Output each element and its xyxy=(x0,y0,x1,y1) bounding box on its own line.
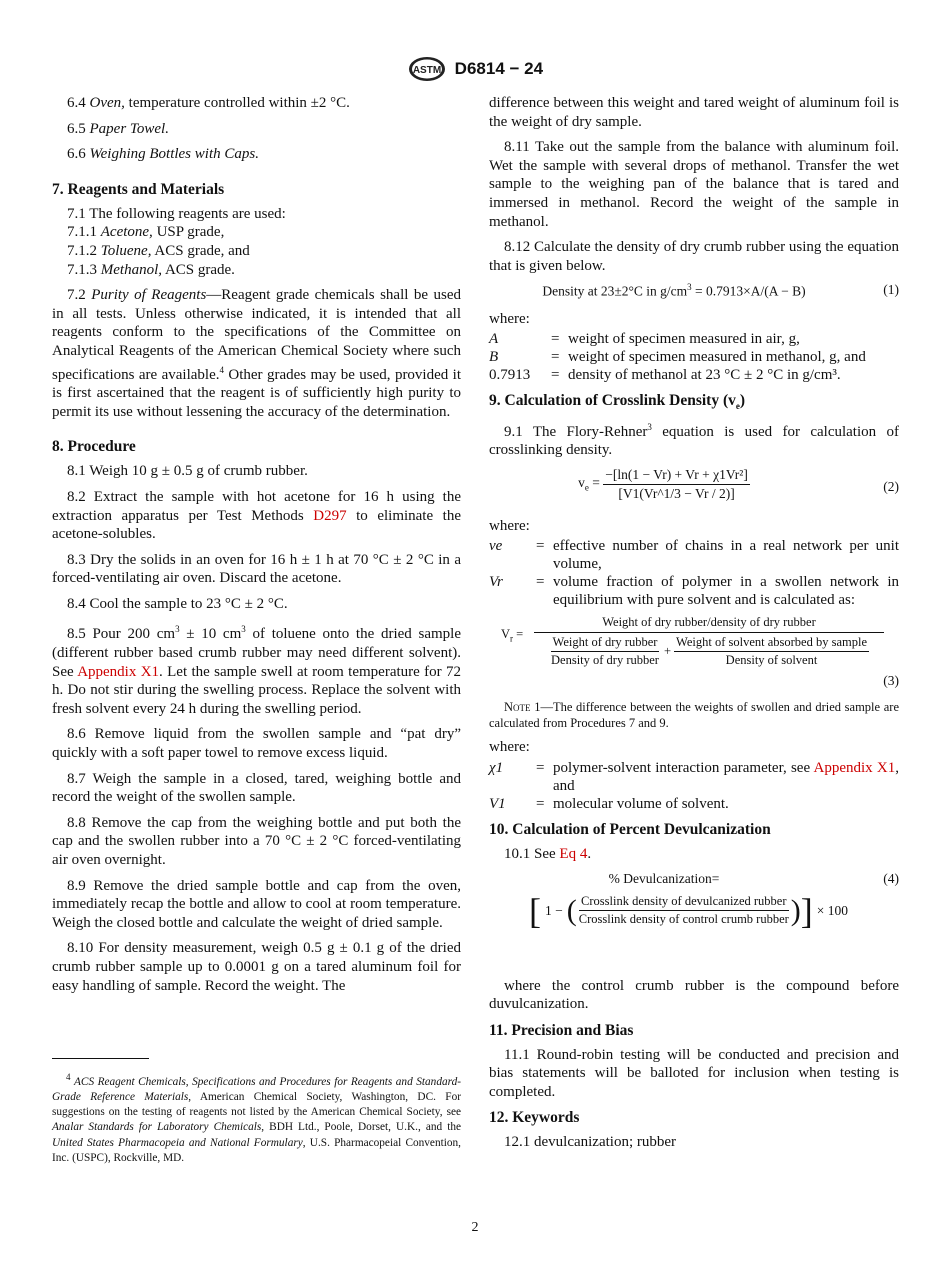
link-appendix-x1[interactable]: Appendix X1 xyxy=(77,663,160,680)
footnote-4: $^4$ ACS Reagent Chemicals, Specifications and Procedures for Reagents and Standard-Grade Reference Materials, American Chemical Society, Washington, DC. For suggestions on the testing of reagents not listed by the American Chemical Society, see Analar Standards for Laboratory Chemicals, BDH Ltd., Poole, Dorset, U.K., and the United States Pharmacopeia and National Formulary, U.S. Pharmacopeial Convention, Inc. (USPC), Rockville, MD. xyxy=(52,1072,461,1164)
definition-row: A = weight of specimen measured in air, g, xyxy=(489,331,800,348)
definition-row: Vr = volume fraction of polymer in a swollen network in equilibrium with pure solvent and is calculated as: xyxy=(489,574,899,609)
where-label-3: where: xyxy=(489,739,530,756)
footnote-divider xyxy=(52,1058,149,1059)
page-number: 2 xyxy=(471,1220,479,1235)
definition-row: V1 = molecular volume of solvent. xyxy=(489,795,729,812)
definitions-3 xyxy=(489,759,899,813)
para-7-1-1: 7.1.1 Acetone, USP grade, xyxy=(67,224,225,241)
para-6-5: 6.5 Paper Towel. xyxy=(67,120,169,137)
para-8-11: 8.11 Take out the sample from the balance with aluminum foil. Wet the sample with several drops of methanol. Transfer the wet sample to the weighing pan of the balance that is tared and immersed in methanol. Record the weight of the sample in methanol. xyxy=(489,139,899,230)
definitions-2 xyxy=(489,537,899,609)
equation-3-number: (3) xyxy=(883,673,899,689)
equation-2: $v_e$ = $\frac{\text{−[ln(1 − Vr) + Vr + χ1Vr²]}}{[V1(Vr\^{}1/3 - Vr / 2)]}$ (2) xyxy=(578,466,899,501)
left-column xyxy=(52,94,461,1002)
link-eq-4[interactable]: Eq 4 xyxy=(559,845,588,862)
para-7-1-3: 7.1.3 Methanol, ACS grade. xyxy=(67,261,235,278)
note-1: Note 1—The difference between the weights of swollen and dried sample are calculated from Procedures 7 and 9. xyxy=(489,700,900,731)
para-8-1: 8.1 Weigh 10 g ± 0.5 g of crumb rubber. xyxy=(67,463,308,480)
equation-4-label: % Devulcanization= xyxy=(608,870,720,886)
section-12-heading: 12. Keywords xyxy=(489,1109,580,1127)
para-9-1: 9.1 The Flory-Rehner$^3$ equation is used for calculation of crosslinking density. xyxy=(489,421,899,459)
definition-row: χ1 = polymer-solvent interaction parameter, see Appendix X1, and xyxy=(489,759,899,794)
equation-2-denominator: [V1(Vr^1/3 − Vr / 2)] xyxy=(618,485,735,501)
para-12-1: 12.1 devulcanization; rubber xyxy=(504,1134,677,1151)
para-10-1: 10.1 See Eq 4. xyxy=(504,845,592,862)
page-header xyxy=(0,56,950,82)
para-8-10: 8.10 For density measurement, weigh 0.5 g ± 0.1 g of the dried crumb rubber sample up to 0.0001 g on a tared aluminum foil for easy handling of sample. Record the weight. The xyxy=(52,940,461,994)
equation-1-number: (1) xyxy=(883,282,899,298)
para-after-eq4: where the control crumb rubber is the compound before duvulcanization. xyxy=(489,977,899,1013)
link-appendix-x1[interactable]: Appendix X1 xyxy=(813,759,896,776)
para-8-8: 8.8 Remove the cap from the weighing bottle and put both the cap and the swollen rubber into a 70 °C ± 2 °C forced-ventilating air oven overnight. xyxy=(52,814,461,868)
section-8-heading: 8. Procedure xyxy=(52,438,136,456)
para-8-5: 8.5 Pour 200 $cm^3 \pm 10$ $cm^3$ of toluene onto the dried sample (different rubber based crumb rubber may need different solvent). See Appendix X1. Let the sample swell at room temperature for 72 h. Do not stir during the swelling process. Replace the solvent with fresh solvent every 24 h during the swelling period. xyxy=(52,624,461,717)
para-8-10-continued: difference between this weight and tared weight of aluminum foil is the weight of dry sample. xyxy=(489,95,899,130)
equation-3-top: Weight of dry rubber/density of dry rubber xyxy=(534,615,884,633)
para-7-1-2: 7.1.2 Toluene, ACS grade, and xyxy=(67,242,250,259)
section-10-heading: 10. Calculation of Percent Devulcanization xyxy=(489,820,771,838)
para-6-6: 6.6 Weighing Bottles with Caps. xyxy=(67,146,259,163)
section-7-heading: 7. Reagents and Materials xyxy=(52,180,225,198)
link-d297[interactable]: D297 xyxy=(313,507,347,524)
where-label-1: where: xyxy=(489,310,530,327)
document-code: D6814 − 24 xyxy=(454,59,544,78)
para-8-4: 8.4 Cool the sample to 23 °C ± 2 °C. xyxy=(67,595,288,612)
right-column xyxy=(489,94,899,1159)
equation-2-numerator: −[ln(1 − Vr) + Vr + χ1Vr²] xyxy=(603,467,750,485)
definition-row: 0.7913 = density of methanol at 23 °C ± 2 °C in g/cm³. xyxy=(489,367,841,384)
definition-row: B = weight of specimen measured in methanol, g, and xyxy=(489,349,866,366)
para-8-9: 8.9 Remove the dried sample bottle and cap from the oven, immediately recap the bottle and allow to cool at room temperature. Weigh the closed bottle and calculate the weight of dried sample. xyxy=(52,877,461,931)
definition-row: ve = effective number of chains in a real network per unit volume, xyxy=(489,538,899,573)
equation-2-number: (2) xyxy=(883,478,899,494)
para-8-3: 8.3 Dry the solids in an oven for 16 h ± 1 h at 70 °C ± 2 °C in a forced-ventilating air oven. Discard the acetone. xyxy=(52,551,461,587)
section-9-heading: 9. Calculation of Crosslink Density $(v_e)$ xyxy=(489,392,746,412)
para-8-7: 8.7 Weigh the sample in a closed, tared, weighing bottle and record the weight of the swollen sample. xyxy=(52,770,461,806)
equation-3: $V_r$ = Weight of dry rubber/density of dry rubber $\frac{\text{Weight of dry rubber}}{\text{Density of dry rubber}}$ + $\frac{\text{Weight of solvent absorbed by sample}}{\text{Density of solvent}}$ (3) xyxy=(501,615,899,689)
where-label-2: where: xyxy=(489,517,530,534)
astm-logo-text: ASTM xyxy=(412,65,442,76)
section-11-heading: 11. Precision and Bias xyxy=(489,1021,634,1039)
equation-4: % Devulcanization= (4) [ 1 − ( $\frac{\text{Crosslink density of devulcanized rubber}}{\text{Crosslink density of control crumb rubber}}$ ) ] × 100 xyxy=(489,871,899,951)
para-7-1: 7.1 The following reagents are used: xyxy=(67,205,286,222)
para-7-2: 7.2 Purity of Reagents—Reagent grade chemicals shall be used in all tests. Unless otherwise indicated, it is intended that all reagents conform to the specifications of the Committee on Analytical Reagents of the American Chemical Society where such specifications are available.$^4$ Other grades may be used, provided it is first ascertained that the reagent is of sufficiently high purity to permit its use without lessening the accuracy of the determination. xyxy=(52,287,462,420)
equation-1: Density at 23±2°C in $g/cm^3 = 0.7913\times A/(A - B)$ (1) xyxy=(542,282,899,299)
para-8-12: 8.12 Calculate the density of dry crumb rubber using the equation that is given below. xyxy=(489,239,899,274)
definitions-1 xyxy=(489,330,899,384)
para-6-4: 6.4 Oven, temperature controlled within ±2 °C. xyxy=(67,95,350,111)
para-11-1: 11.1 Round-robin testing will be conducted and precision and bias statements will be balloted for inclusion when testing is completed. xyxy=(489,1046,899,1100)
equation-4-number: (4) xyxy=(883,870,899,886)
astm-logo-icon xyxy=(407,56,447,82)
reagent-list xyxy=(52,205,461,279)
para-8-2: 8.2 Extract the sample with hot acetone for 16 h using the extraction apparatus per Test Methods D297 to eliminate the acetone-solubles. xyxy=(52,488,461,543)
para-8-6: 8.6 Remove liquid from the swollen sample and “pat dry” quickly with a soft paper towel to remove excess liquid. xyxy=(52,726,461,762)
